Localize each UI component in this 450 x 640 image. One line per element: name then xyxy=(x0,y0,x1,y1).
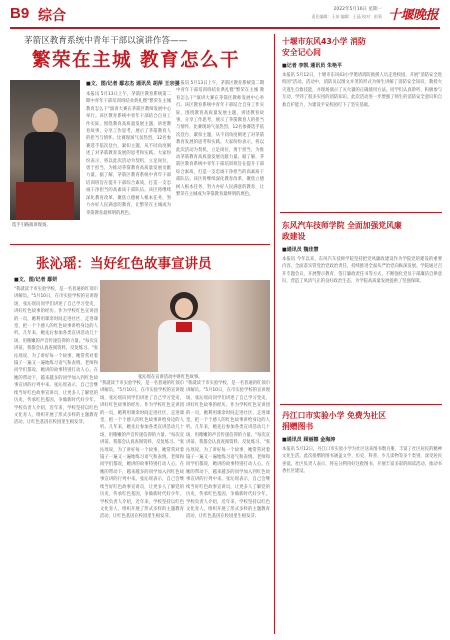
issue-date: 2022年5月16日 星期一 xyxy=(333,7,382,12)
lead-photo xyxy=(10,80,80,220)
right2-body: 本报讯 今年以来，东风汽车技师学院坚持把党风廉政建设作为学院党的建设的重要内容，全面落实管党治党政治责任，持续推进全面从严治党向纵深发展。学院通过召开专题会议、开展警示教育、签订廉政责任书等方式，不断强化党员干部廉洁自律意识，营造了风清气正的良好政治生态，为学院高质量发展提供了坚强保障。 xyxy=(282,257,442,285)
second-body-col-2: "我就读于市实验学校，是一名普通的红领巾讲解员。"5月10日，在市实验学校的宣讲现场，张沁瑶向同学们讲述了自己学习党史、讲好红色故事的经历。作为学校红色宣讲团的一员，她利用课余时间走进社区、走进课堂，把一个个感人的红色故事讲给身边的人听。几年来，她先后参加各类宣讲活动几十场，用稚嫩的声音传递信仰的力量。"每次宣讲前，我都会认真查阅资料，反复练习。"张沁瑶说，为了讲好每一个故事，她常常对着镜子一遍又一遍地练习语气和表情。老师和同学们都说，她讲的故事特别打动人心。在她的带动下，越来越多的同学加入到红色故事宣讲的行列中来。张沁瑶表示，自己会继续当好红色故事宣讲员，让更多人了解党的历史，传承红色基因，争做新时代好少年。学校负责人介绍，近年来，学校坚持以红色文化育人，组织开展了形式多样的主题教育活动，让红色基因在校园里生根发芽。 xyxy=(100,381,184,520)
second-body-col-3: "我就读于市实验学校，是一名普通的红领巾讲解员。"5月10日，在市实验学校的宣讲现场，张沁瑶向同学们讲述了自己学习党史、讲好红色故事的经历。作为学校红色宣讲团的一员，她利用课余时间走进社区、走进课堂，把一个个感人的红色故事讲给身边的人听。几年来，她先后参加各类宣讲活动几十场，用稚嫩的声音传递信仰的力量。"每次宣讲前，我都会认真查阅资料，反复练习。"张沁瑶说，为了讲好每一个故事，她常常对着镜子一遍又一遍地练习语气和表情。老师和同学们都说，她讲的故事特别打动人心。在她的带动下，越来越多的同学加入到红色故事宣讲的行列中来。张沁瑶表示，自己会继续当好红色故事宣讲员，让更多人了解党的历史，传承红色基因，争做新时代好少年。学校负责人介绍，近年来，学校坚持以红色文化育人，组织开展了形式多样的主题教育活动，让红色基因在校园里生根发芽。 xyxy=(186,381,270,520)
lead-body-col-2: 本报讯 5月13日上午，茅箭区教育系统第二期中青年干部培训班结业典礼暨"繁荣在主城 教育怎么干"演讲大赛在茅箭区教师发展中心举行。该区教育系统中青年干部结合自身工作实际，围绕教育高质量发展主题，讲述教育故事，分享工作思考，展示了茅箭教育人的担当与情怀。比赛现场气氛热烈，12名参赛选手依次登台，紧扣主题，从不同角度阐述了对茅箭教育发展的思考和实践。大家纷纷表示，将以此次活动为契机，立足岗位，勇于担当，为推动茅箭教育高质量发展贡献力量。据了解，茅箭区教育系统中青年干部培训班旨在提升干部综合素质，打造一支忠诚干净担当的高素质干部队伍。该区将继续深化教育改革，聚焦立德树人根本任务，努力办好人民满意的教育，让繁荣在主城成为茅箭教育最鲜明的底色。 xyxy=(176,81,264,198)
section-header xyxy=(10,4,440,26)
right1-byline: ■记者 李凯 通讯员 朱艳平 xyxy=(282,63,342,69)
lead-photo-caption: 选手引路演讲现场。 xyxy=(12,223,51,228)
right3-body: 本报讯 5月12日，丹江口市实验小学为社区送来图书数百册，丰富了社区居民的精神文化生活。此次捐赠的图书涵盖文学、历史、科普、少儿读物等多个类别，深受居民喜爱。社区负责人表示，将充分利用好这批图书，开展丰富多彩的阅读活动，推动书香社区建设。 xyxy=(282,447,442,475)
podium xyxy=(16,182,74,220)
paper-logo: 十堰晚报 xyxy=(388,8,439,23)
speaker-figure xyxy=(32,108,58,134)
right3-byline: ■通讯员 顾丽娜 金海涛 xyxy=(282,437,336,443)
section-number: B9 xyxy=(10,5,30,22)
right2-headline: 东风汽车技师学院 全面加强党风廉政建设 xyxy=(282,221,402,241)
student-figure-face xyxy=(175,298,193,318)
right2-bottom-rule xyxy=(280,404,442,405)
masthead-rule xyxy=(10,27,440,29)
lead-byline: ■文、图/记者 鄢志杰 通讯员 胡萍 王宗强 xyxy=(86,81,180,87)
lead-kicker: 茅箭区教育系统中青年干部以演讲作答—— xyxy=(24,36,188,46)
section-name: 综合 xyxy=(38,8,66,24)
editor-credits: 责任编辑：王冰 编辑：王晶 校对：彭莉 xyxy=(311,14,382,19)
red-scarf xyxy=(176,322,192,332)
lead-body-col-1: 本报讯 5月13日上午，茅箭区教育系统第二期中青年干部培训班结业典礼暨"繁荣在主城 教育怎么干"演讲大赛在茅箭区教师发展中心举行。该区教育系统中青年干部结合自身工作实际，围绕教育高质量发展主题，讲述教育故事，分享工作思考，展示了茅箭教育人的担当与情怀。比赛现场气氛热烈，12名参赛选手依次登台，紧扣主题，从不同角度阐述了对茅箭教育发展的思考和实践。大家纷纷表示，将以此次活动为契机，立足岗位，勇于担当，为推动茅箭教育高质量发展贡献力量。据了解，茅箭区教育系统中青年干部培训班旨在提升干部综合素质，打造一支忠诚干净担当的高素质干部队伍。该区将继续深化教育改革，聚焦立德树人根本任务，努力办好人民满意的教育，让繁荣在主城成为茅箭教育最鲜明的底色。 xyxy=(86,92,171,216)
lead-headline: 繁荣在主城 教育怎么干 xyxy=(32,50,240,71)
second-photo-caption: 张沁瑶在宣讲活动中讲红色故事。 xyxy=(138,375,203,380)
right-column-divider xyxy=(274,34,275,634)
lead-bottom-rule xyxy=(10,244,270,245)
right1-body: 本报讯 5月12日，十堰市东风43小学邀请消防救援人员走进校园，开展"消防安全进校园"活动。活动中，消防员以图文并茂的形式为师生讲解了消防安全知识，教授火灾逃生自救技能，并现场演示了灭火器的正确使用方法。同学们认真聆听，积极参与互动，学到了很多实用的消防知识。此次活动进一步增强了师生的消防安全意识和自救自护能力，为建设平安校园打下了坚实基础。 xyxy=(282,73,442,108)
right1-headline: 十堰市东风43小学 消防安全记心间 xyxy=(282,37,366,57)
second-byline: ■文、图/记者 鄢妍 xyxy=(14,277,58,283)
right1-bottom-rule xyxy=(280,212,442,213)
right2-byline: ■通讯员 魏佳慧 xyxy=(282,247,319,253)
second-photo xyxy=(100,280,270,372)
second-body-col-1: "我就读于市实验学校，是一名普通的红领巾讲解员。"5月10日，在市实验学校的宣讲现场，张沁瑶向同学们讲述了自己学习党史、讲好红色故事的经历。作为学校红色宣讲团的一员，她利用课余时间走进社区、走进课堂，把一个个感人的红色故事讲给身边的人听。几年来，她先后参加各类宣讲活动几十场，用稚嫩的声音传递信仰的力量。"每次宣讲前，我都会认真查阅资料，反复练习。"张沁瑶说，为了讲好每一个故事，她常常对着镜子一遍又一遍地练习语气和表情。老师和同学们都说，她讲的故事特别打动人心。在她的带动下，越来越多的同学加入到红色故事宣讲的行列中来。张沁瑶表示，自己会继续当好红色故事宣讲员，让更多人了解党的历史，传承红色基因，争做新时代好少年。学校负责人介绍，近年来，学校坚持以红色文化育人，组织开展了形式多样的主题教育活动，让红色基因在校园里生根发芽。 xyxy=(14,287,98,426)
second-headline: 张沁瑶：当好红色故事宣讲员 xyxy=(36,256,212,272)
right3-headline: 丹江口市实验小学 免费为社区捐赠图书 xyxy=(282,411,387,431)
